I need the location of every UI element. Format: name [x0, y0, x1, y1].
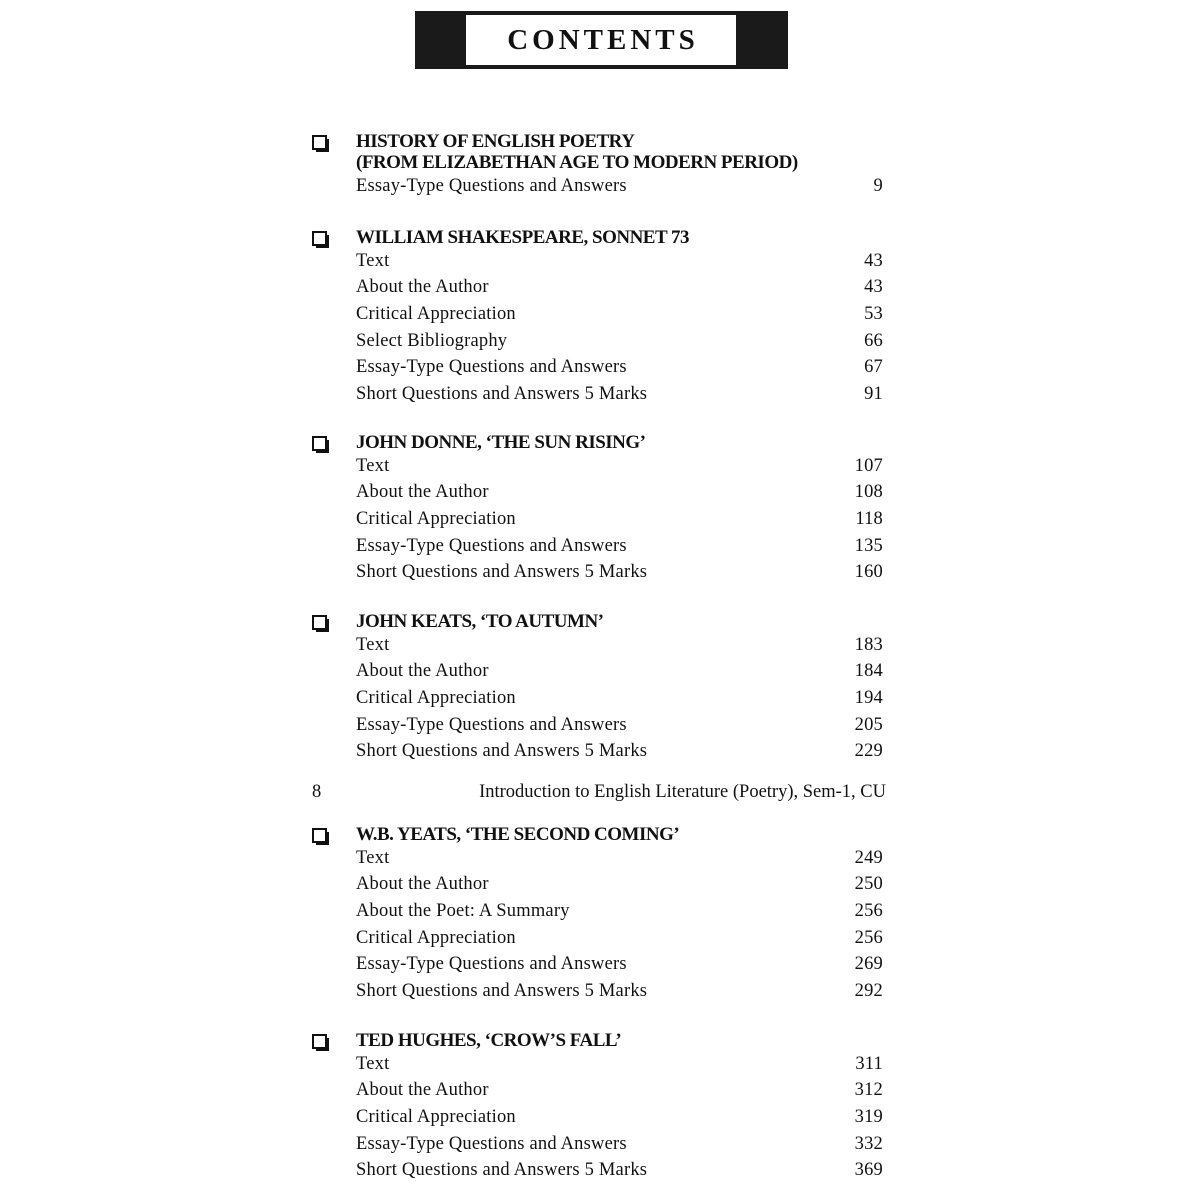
toc-entry[interactable]	[356, 1078, 883, 1105]
entry-page-number: 256	[854, 927, 883, 948]
entry-page-number: 256	[854, 900, 883, 921]
toc-entry[interactable]	[356, 275, 883, 302]
toc-entry[interactable]	[356, 506, 883, 533]
toc-section-keats-to-autumn	[310, 611, 890, 765]
contents-banner	[415, 11, 788, 69]
toc-section-yeats-second-coming	[310, 824, 890, 1005]
toc-entry[interactable]	[356, 659, 883, 686]
toc-entry[interactable]	[356, 533, 883, 560]
entry-label: Text	[356, 847, 390, 868]
toc-entry[interactable]	[356, 712, 883, 739]
entry-page-number: 332	[854, 1133, 883, 1154]
entry-page-number: 184	[854, 661, 883, 682]
toc-entry[interactable]	[356, 301, 883, 328]
toc-entry[interactable]	[356, 1104, 883, 1131]
entry-list	[310, 173, 890, 200]
entry-page-number: 292	[854, 980, 883, 1001]
toc-entry[interactable]	[356, 248, 883, 275]
section-title-line: WILLIAM SHAKESPEARE, SONNET 73	[356, 227, 690, 248]
entry-page-number: 194	[854, 687, 883, 708]
toc-entry[interactable]	[356, 951, 883, 978]
section-title-line: HISTORY OF ENGLISH POETRY	[356, 131, 635, 152]
entry-label: About the Author	[356, 1080, 489, 1101]
entry-label: Select Bibliography	[356, 330, 508, 351]
entry-label: About the Author	[356, 277, 489, 298]
toc-entry[interactable]	[356, 381, 883, 408]
toc-entry[interactable]	[356, 173, 883, 200]
entry-label: Short Questions and Answers 5 Marks	[356, 562, 648, 583]
toc-entry[interactable]	[356, 480, 883, 507]
entry-page-number: 160	[854, 562, 883, 583]
entry-page-number: 183	[854, 634, 883, 655]
contents-banner-panel	[466, 15, 736, 65]
checkbox-icon	[312, 1034, 327, 1049]
entry-label: About the Author	[356, 874, 489, 895]
entry-page-number: 369	[854, 1160, 883, 1181]
entry-label: Text	[356, 634, 390, 655]
running-header	[312, 782, 888, 806]
toc-entry[interactable]	[356, 354, 883, 381]
entry-page-number: 250	[854, 874, 883, 895]
section-title-line: (FROM ELIZABETHAN AGE TO MODERN PERIOD)	[356, 152, 798, 173]
entry-label: Critical Appreciation	[356, 303, 516, 324]
toc-entry[interactable]	[356, 898, 883, 925]
checkbox-icon	[312, 615, 327, 630]
toc-entry[interactable]	[356, 738, 883, 765]
toc-entry[interactable]	[356, 845, 883, 872]
toc-entry[interactable]	[356, 925, 883, 952]
entry-page-number: 43	[864, 250, 883, 271]
entry-page-number: 205	[854, 714, 883, 735]
entry-page-number: 269	[854, 954, 883, 975]
toc-entry[interactable]	[356, 1051, 883, 1078]
toc-entry[interactable]	[356, 559, 883, 586]
entry-label: Critical Appreciation	[356, 687, 516, 708]
entry-page-number: 319	[854, 1106, 883, 1127]
section-title	[356, 432, 890, 453]
entry-label: Short Questions and Answers 5 Marks	[356, 980, 648, 1001]
entry-page-number: 312	[854, 1080, 883, 1101]
toc-entry[interactable]	[356, 453, 883, 480]
toc-entry[interactable]	[356, 1157, 883, 1184]
entry-label: About the Poet: A Summary	[356, 900, 570, 921]
entry-label: Text	[356, 1053, 390, 1074]
section-title	[356, 611, 890, 632]
entry-page-number: 53	[864, 303, 883, 324]
entry-label: Short Questions and Answers 5 Marks	[356, 1160, 648, 1181]
entry-label: Short Questions and Answers 5 Marks	[356, 383, 648, 404]
entry-page-number: 249	[854, 847, 883, 868]
entry-label: Essay-Type Questions and Answers	[356, 714, 627, 735]
section-title-line: TED HUGHES, ‘CROW’S FALL’	[356, 1030, 622, 1051]
running-page-number: 8	[312, 782, 322, 802]
entry-page-number: 118	[855, 508, 883, 529]
toc-section-hughes-crows-fall	[310, 1030, 890, 1184]
checkbox-icon	[312, 436, 327, 451]
toc-entry[interactable]	[356, 978, 883, 1005]
entry-list	[310, 632, 890, 765]
entry-label: Essay-Type Questions and Answers	[356, 175, 627, 196]
entry-page-number: 229	[854, 741, 883, 762]
section-title	[356, 131, 890, 173]
section-title-line: JOHN DONNE, ‘THE SUN RISING’	[356, 432, 646, 453]
entry-page-number: 9	[873, 175, 883, 196]
section-title-line: JOHN KEATS, ‘TO AUTUMN’	[356, 611, 604, 632]
page-title: CONTENTS	[507, 23, 699, 56]
entry-page-number: 135	[854, 535, 883, 556]
entry-label: Essay-Type Questions and Answers	[356, 535, 627, 556]
section-title	[356, 227, 890, 248]
section-title	[356, 824, 890, 845]
entry-label: Essay-Type Questions and Answers	[356, 1133, 627, 1154]
checkbox-icon	[312, 231, 327, 246]
entry-page-number: 107	[854, 455, 883, 476]
entry-label: About the Author	[356, 661, 489, 682]
entry-list	[310, 248, 890, 408]
toc-entry[interactable]	[356, 328, 883, 355]
entry-label: About the Author	[356, 482, 489, 503]
running-book-title: Introduction to English Literature (Poetry), Sem-1, CU	[479, 782, 886, 802]
section-title-line: W.B. YEATS, ‘THE SECOND COMING’	[356, 824, 680, 845]
toc-entry[interactable]	[356, 632, 883, 659]
entry-list	[310, 453, 890, 586]
entry-page-number: 91	[864, 383, 883, 404]
entry-list	[310, 1051, 890, 1184]
checkbox-icon	[312, 828, 327, 843]
entry-label: Essay-Type Questions and Answers	[356, 357, 627, 378]
entry-page-number: 66	[864, 330, 883, 351]
toc-section-shakespeare-sonnet-73	[310, 227, 890, 408]
toc-section-history-of-english-poetry	[310, 131, 890, 200]
entry-label: Short Questions and Answers 5 Marks	[356, 741, 648, 762]
entry-page-number: 67	[864, 357, 883, 378]
toc-section-donne-sun-rising	[310, 432, 890, 586]
entry-label: Text	[356, 250, 390, 271]
entry-page-number: 108	[854, 482, 883, 503]
entry-page-number: 43	[864, 277, 883, 298]
entry-label: Critical Appreciation	[356, 508, 516, 529]
entry-label: Critical Appreciation	[356, 1106, 516, 1127]
entry-label: Essay-Type Questions and Answers	[356, 954, 627, 975]
entry-list	[310, 845, 890, 1005]
entry-label: Text	[356, 455, 390, 476]
entry-label: Critical Appreciation	[356, 927, 516, 948]
toc-entry[interactable]	[356, 1131, 883, 1158]
toc-entry[interactable]	[356, 685, 883, 712]
section-title	[356, 1030, 890, 1051]
toc-entry[interactable]	[356, 872, 883, 899]
checkbox-icon	[312, 135, 327, 150]
entry-page-number: 311	[855, 1053, 883, 1074]
